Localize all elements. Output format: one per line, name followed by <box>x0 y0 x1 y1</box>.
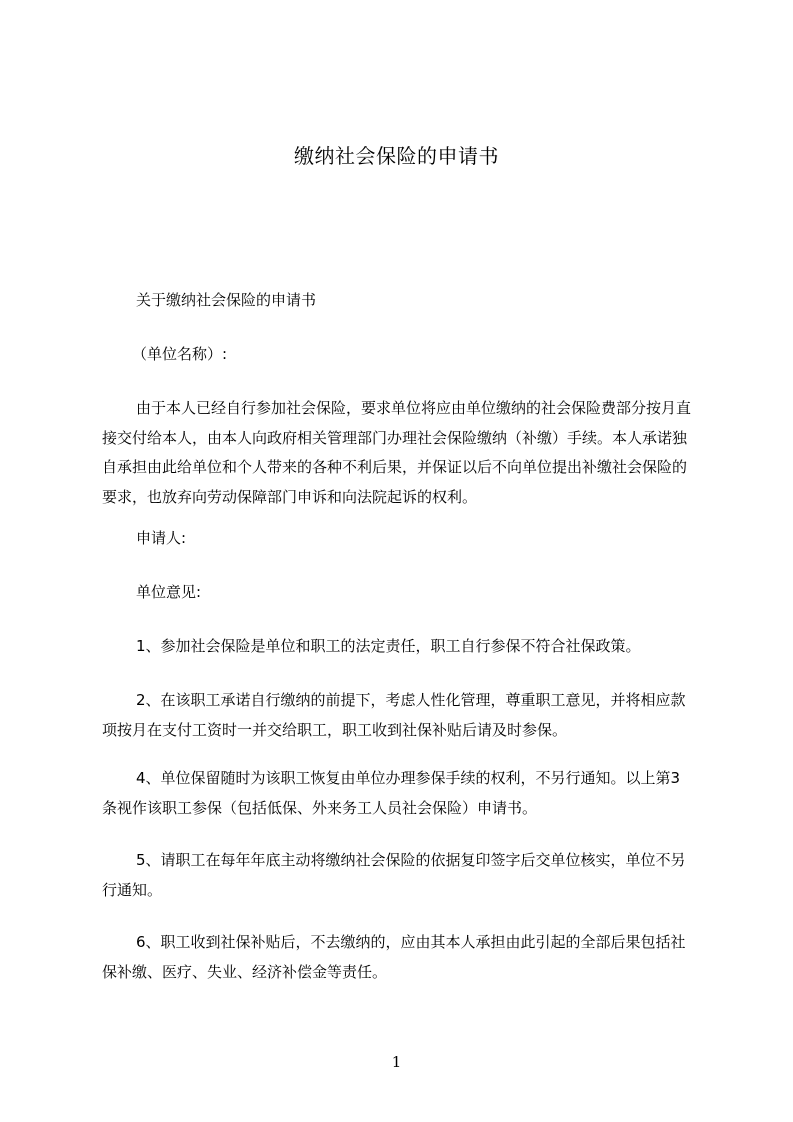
opinion-item-6: 6、职工收到社保补贴后，不去缴纳的，应由其本人承担由此引起的全部后果包括社保补缴、医疗、失业、经济补偿金等责任。 <box>102 933 686 981</box>
opinion-item-5: 5、请职工在每年年底主动将缴纳社会保险的依据复印签字后交单位核实，单位不另行通知。 <box>102 851 686 899</box>
unit-name-line: （单位名称）: <box>132 345 228 363</box>
document-subtitle: 关于缴纳社会保险的申请书 <box>136 291 317 309</box>
document-title: 缴纳社会保险的申请书 <box>294 144 499 168</box>
unit-opinion-line: 单位意见: <box>136 583 202 601</box>
opinion-item-4: 4、单位保留随时为该职工恢复由单位办理参保手续的权利，不另行通知。以上第3条视作该职工参保（包括低保、外来务工人员社会保险）申请书。 <box>102 769 681 817</box>
opinion-item-2: 2、在该职工承诺自行缴纳的前提下，考虑人性化管理，尊重职工意见，并将相应款项按月在支付工资时一并交给职工，职工收到社保补贴后请及时参保。 <box>102 691 686 739</box>
page-number: 1 <box>391 1053 402 1071</box>
applicant-line: 申请人: <box>136 529 187 547</box>
body-paragraph: 由于本人已经自行参加社会保险，要求单位将应由单位缴纳的社会保险费部分按月直接交付给本人，由本人向政府相关管理部门办理社会保险缴纳（补缴）手续。本人承诺独自承担由此给单位和个人带来的各种不利后果，并保证以后不向单位提出补缴社会保险的要求，也放弃向劳动保障部门申诉和向法院起诉的权利。 <box>102 399 692 506</box>
opinion-item-1: 1、参加社会保险是单位和职工的法定责任，职工自行参保不符合社保政策。 <box>136 637 641 655</box>
